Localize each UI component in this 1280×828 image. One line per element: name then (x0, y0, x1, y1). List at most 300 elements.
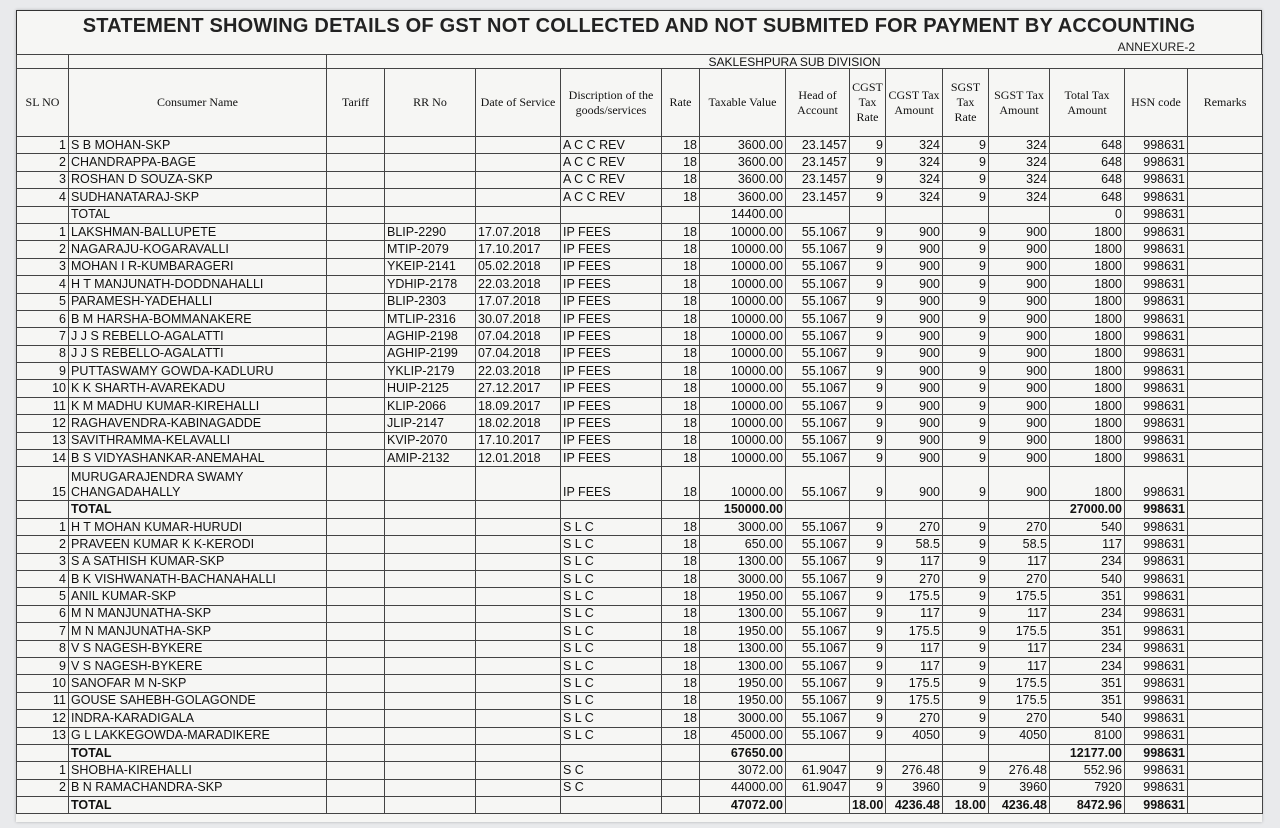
cell-cgst-rate: 9 (850, 657, 886, 674)
cell-tariff (327, 727, 385, 744)
cell-cgst-rate: 9 (850, 380, 886, 397)
cell-sgst-rate: 9 (943, 657, 989, 674)
header-cgst-tax-amount: CGST Tax Amount (886, 69, 943, 137)
cell-tariff (327, 570, 385, 587)
cell-desc: IP FEES (561, 276, 662, 293)
cell-date (476, 797, 561, 814)
cell-sgst-rate: 9 (943, 570, 989, 587)
cell-hsn: 998631 (1125, 206, 1188, 223)
cell-rate: 18 (662, 727, 700, 744)
cell-total-tax: 540 (1050, 518, 1125, 535)
cell-sl: 7 (17, 328, 69, 345)
cell-head: 55.1067 (786, 570, 850, 587)
cell-cgst-amt: 900 (886, 328, 943, 345)
cell-cgst-rate (850, 501, 886, 518)
cell-hsn: 998631 (1125, 154, 1188, 171)
cell-desc: S L C (561, 727, 662, 744)
cell-desc: S L C (561, 588, 662, 605)
table-row (17, 276, 1263, 293)
cell-sgst-rate: 9 (943, 588, 989, 605)
cell-taxable: 3000.00 (700, 570, 786, 587)
cell-head (786, 501, 850, 518)
cell-total-tax: 12177.00 (1050, 744, 1125, 761)
cell-rr (385, 779, 476, 796)
cell-remarks (1188, 345, 1263, 362)
cell-hsn: 998631 (1125, 380, 1188, 397)
cell-rr (385, 206, 476, 223)
cell-name: PARAMESH-YADEHALLI (69, 293, 327, 310)
cell-hsn: 998631 (1125, 640, 1188, 657)
cell-desc: IP FEES (561, 415, 662, 432)
cell-rate: 18 (662, 588, 700, 605)
table-row (17, 467, 1263, 501)
cell-head: 55.1067 (786, 380, 850, 397)
cell-taxable: 3000.00 (700, 518, 786, 535)
table-row (17, 363, 1263, 380)
cell-sgst-rate: 9 (943, 223, 989, 240)
cell-sl: 10 (17, 675, 69, 692)
table-row (17, 137, 1263, 154)
cell-taxable: 1950.00 (700, 588, 786, 605)
cell-date (476, 675, 561, 692)
cell-rr: BLIP-2303 (385, 293, 476, 310)
cell-hsn: 998631 (1125, 675, 1188, 692)
cell-hsn: 998631 (1125, 397, 1188, 414)
cell-rate (662, 762, 700, 779)
cell-cgst-amt: 900 (886, 293, 943, 310)
cell-desc: S L C (561, 536, 662, 553)
cell-rr (385, 605, 476, 622)
cell-cgst-amt: 4050 (886, 727, 943, 744)
cell-head: 55.1067 (786, 536, 850, 553)
cell-name: TOTAL (69, 206, 327, 223)
header-total-tax-amount: Total Tax Amount (1050, 69, 1125, 137)
cell-cgst-rate: 9 (850, 363, 886, 380)
cell-sl: 1 (17, 518, 69, 535)
cell-taxable: 10000.00 (700, 328, 786, 345)
cell-rate: 18 (662, 692, 700, 709)
cell-hsn: 998631 (1125, 779, 1188, 796)
cell-desc: IP FEES (561, 345, 662, 362)
cell-desc: IP FEES (561, 328, 662, 345)
cell-head: 61.9047 (786, 762, 850, 779)
cell-tariff (327, 310, 385, 327)
cell-remarks (1188, 137, 1263, 154)
cell-rr (385, 640, 476, 657)
cell-remarks (1188, 363, 1263, 380)
cell-sl (17, 501, 69, 518)
cell-cgst-amt: 324 (886, 154, 943, 171)
cell-date: 07.04.2018 (476, 345, 561, 362)
cell-sgst-rate: 9 (943, 345, 989, 362)
cell-tariff (327, 137, 385, 154)
cell-desc: S L C (561, 657, 662, 674)
cell-rr (385, 623, 476, 640)
cell-tariff (327, 779, 385, 796)
cell-rate (662, 779, 700, 796)
cell-rate: 18 (662, 223, 700, 240)
cell-total-tax: 552.96 (1050, 762, 1125, 779)
cell-head: 55.1067 (786, 293, 850, 310)
cell-tariff (327, 518, 385, 535)
cell-hsn: 998631 (1125, 710, 1188, 727)
cell-total-tax: 1800 (1050, 293, 1125, 310)
cell-remarks (1188, 328, 1263, 345)
table-row (17, 518, 1263, 535)
cell-cgst-amt: 900 (886, 432, 943, 449)
cell-taxable: 3600.00 (700, 137, 786, 154)
cell-cgst-amt: 900 (886, 258, 943, 275)
cell-sgst-rate: 9 (943, 154, 989, 171)
cell-cgst-amt (886, 206, 943, 223)
cell-desc: IP FEES (561, 258, 662, 275)
cell-sl: 1 (17, 223, 69, 240)
cell-name: V S NAGESH-BYKERE (69, 640, 327, 657)
cell-sgst-rate: 9 (943, 727, 989, 744)
cell-remarks (1188, 570, 1263, 587)
cell-sgst-rate: 9 (943, 779, 989, 796)
cell-sgst-rate: 9 (943, 605, 989, 622)
cell-cgst-rate: 9 (850, 432, 886, 449)
total-row (17, 206, 1263, 223)
cell-total-tax: 1800 (1050, 467, 1125, 501)
sub-division-label: SAKLESHPURA SUB DIVISION (327, 55, 1263, 69)
cell-sgst-amt: 117 (989, 657, 1050, 674)
cell-rate: 18 (662, 415, 700, 432)
cell-sgst-amt: 324 (989, 189, 1050, 206)
cell-cgst-amt (886, 744, 943, 761)
cell-tariff (327, 189, 385, 206)
table-row (17, 171, 1263, 188)
cell-name: PUTTASWAMY GOWDA-KADLURU (69, 363, 327, 380)
cell-sl: 6 (17, 310, 69, 327)
cell-sgst-rate: 9 (943, 328, 989, 345)
cell-sgst-amt: 900 (989, 380, 1050, 397)
cell-taxable: 10000.00 (700, 397, 786, 414)
cell-tariff (327, 623, 385, 640)
cell-cgst-rate: 9 (850, 623, 886, 640)
cell-rr: MTLIP-2316 (385, 310, 476, 327)
cell-name: MOHAN I R-KUMBARAGERI (69, 258, 327, 275)
cell-tariff (327, 258, 385, 275)
cell-desc (561, 501, 662, 518)
table-row (17, 536, 1263, 553)
cell-sgst-rate: 9 (943, 467, 989, 501)
cell-taxable: 10000.00 (700, 310, 786, 327)
table-row (17, 450, 1263, 467)
cell-cgst-rate: 9 (850, 762, 886, 779)
cell-taxable: 10000.00 (700, 223, 786, 240)
cell-rr (385, 553, 476, 570)
table-row (17, 258, 1263, 275)
cell-hsn: 998631 (1125, 223, 1188, 240)
cell-name: SANOFAR M N-SKP (69, 675, 327, 692)
cell-sgst-rate: 9 (943, 137, 989, 154)
cell-cgst-amt: 900 (886, 223, 943, 240)
cell-name: RAGHAVENDRA-KABINAGADDE (69, 415, 327, 432)
cell-rate: 18 (662, 276, 700, 293)
cell-sgst-rate: 9 (943, 432, 989, 449)
cell-head: 55.1067 (786, 675, 850, 692)
cell-cgst-amt (886, 501, 943, 518)
cell-head: 55.1067 (786, 258, 850, 275)
cell-sgst-rate: 9 (943, 293, 989, 310)
cell-total-tax: 0 (1050, 206, 1125, 223)
cell-name: H T MANJUNATH-DODDNAHALLI (69, 276, 327, 293)
cell-hsn: 998631 (1125, 692, 1188, 709)
cell-cgst-rate (850, 744, 886, 761)
cell-name: TOTAL (69, 501, 327, 518)
cell-sgst-amt: 324 (989, 171, 1050, 188)
cell-rr: JLIP-2147 (385, 415, 476, 432)
cell-date: 18.02.2018 (476, 415, 561, 432)
cell-sgst-rate (943, 501, 989, 518)
cell-cgst-amt: 4236.48 (886, 797, 943, 814)
cell-rate: 18 (662, 154, 700, 171)
cell-rr: YKEIP-2141 (385, 258, 476, 275)
cell-desc: IP FEES (561, 241, 662, 258)
cell-hsn: 998631 (1125, 171, 1188, 188)
cell-date (476, 640, 561, 657)
table-row (17, 397, 1263, 414)
cell-desc: S L C (561, 605, 662, 622)
table-row (17, 623, 1263, 640)
cell-cgst-amt: 175.5 (886, 692, 943, 709)
cell-total-tax: 8100 (1050, 727, 1125, 744)
cell-remarks (1188, 797, 1263, 814)
cell-cgst-amt: 900 (886, 467, 943, 501)
cell-rr (385, 692, 476, 709)
cell-sl: 3 (17, 171, 69, 188)
cell-total-tax: 1800 (1050, 276, 1125, 293)
cell-rr (385, 171, 476, 188)
cell-hsn: 998631 (1125, 518, 1188, 535)
cell-date (476, 588, 561, 605)
cell-desc (561, 744, 662, 761)
cell-date (476, 779, 561, 796)
cell-total-tax: 1800 (1050, 258, 1125, 275)
cell-date (476, 744, 561, 761)
cell-hsn: 998631 (1125, 762, 1188, 779)
cell-total-tax: 234 (1050, 605, 1125, 622)
cell-total-tax: 1800 (1050, 345, 1125, 362)
table-row (17, 432, 1263, 449)
table-row (17, 588, 1263, 605)
cell-rate: 18 (662, 432, 700, 449)
cell-sgst-rate: 9 (943, 258, 989, 275)
cell-name: K K SHARTH-AVAREKADU (69, 380, 327, 397)
cell-sl: 1 (17, 137, 69, 154)
cell-taxable: 10000.00 (700, 241, 786, 258)
cell-tariff (327, 171, 385, 188)
cell-desc: IP FEES (561, 467, 662, 501)
cell-sgst-amt: 4050 (989, 727, 1050, 744)
cell-sgst-amt: 900 (989, 258, 1050, 275)
cell-sgst-amt: 276.48 (989, 762, 1050, 779)
cell-rr: MTIP-2079 (385, 241, 476, 258)
cell-rate: 18 (662, 345, 700, 362)
cell-rr (385, 189, 476, 206)
cell-cgst-rate: 9 (850, 727, 886, 744)
cell-sgst-amt: 117 (989, 640, 1050, 657)
cell-cgst-rate: 9 (850, 171, 886, 188)
cell-head: 23.1457 (786, 189, 850, 206)
statement-sheet (16, 10, 1262, 822)
cell-name: ANIL KUMAR-SKP (69, 588, 327, 605)
cell-rate: 18 (662, 467, 700, 501)
cell-cgst-amt: 270 (886, 570, 943, 587)
cell-sl: 14 (17, 450, 69, 467)
cell-cgst-rate: 9 (850, 553, 886, 570)
cell-rate (662, 501, 700, 518)
cell-cgst-amt: 276.48 (886, 762, 943, 779)
cell-tariff (327, 744, 385, 761)
cell-tariff (327, 154, 385, 171)
cell-date (476, 710, 561, 727)
cell-total-tax: 7920 (1050, 779, 1125, 796)
cell-name: V S NAGESH-BYKERE (69, 657, 327, 674)
cell-cgst-rate: 9 (850, 536, 886, 553)
cell-remarks (1188, 380, 1263, 397)
cell-taxable: 14400.00 (700, 206, 786, 223)
cell-tariff (327, 553, 385, 570)
cell-tariff (327, 536, 385, 553)
cell-sl (17, 744, 69, 761)
cell-head: 55.1067 (786, 310, 850, 327)
cell-date (476, 189, 561, 206)
cell-rr (385, 588, 476, 605)
cell-hsn: 998631 (1125, 310, 1188, 327)
cell-total-tax: 351 (1050, 623, 1125, 640)
cell-name: B K VISHWANATH-BACHANAHALLI (69, 570, 327, 587)
cell-date (476, 518, 561, 535)
cell-date (476, 206, 561, 223)
cell-cgst-rate: 9 (850, 605, 886, 622)
cell-head: 55.1067 (786, 605, 850, 622)
cell-sgst-amt: 175.5 (989, 692, 1050, 709)
cell-sl: 9 (17, 657, 69, 674)
cell-total-tax: 234 (1050, 640, 1125, 657)
cell-cgst-rate: 9 (850, 570, 886, 587)
cell-sl: 4 (17, 570, 69, 587)
cell-name: B N RAMACHANDRA-SKP (69, 779, 327, 796)
cell-sgst-amt: 58.5 (989, 536, 1050, 553)
cell-hsn: 998631 (1125, 189, 1188, 206)
cell-remarks (1188, 501, 1263, 518)
cell-sl: 3 (17, 258, 69, 275)
cell-total-tax: 1800 (1050, 397, 1125, 414)
cell-head: 55.1067 (786, 223, 850, 240)
table-row (17, 640, 1263, 657)
cell-cgst-amt: 900 (886, 380, 943, 397)
cell-remarks (1188, 276, 1263, 293)
cell-sgst-amt (989, 206, 1050, 223)
cell-cgst-rate: 9 (850, 692, 886, 709)
cell-hsn: 998631 (1125, 137, 1188, 154)
cell-sgst-amt: 175.5 (989, 588, 1050, 605)
cell-rate: 18 (662, 397, 700, 414)
cell-sl: 6 (17, 605, 69, 622)
cell-remarks (1188, 605, 1263, 622)
cell-sgst-amt (989, 744, 1050, 761)
cell-sgst-rate: 9 (943, 762, 989, 779)
cell-sgst-amt: 900 (989, 432, 1050, 449)
cell-rate: 18 (662, 710, 700, 727)
cell-remarks (1188, 675, 1263, 692)
cell-cgst-rate: 9 (850, 710, 886, 727)
cell-remarks (1188, 206, 1263, 223)
cell-rate: 18 (662, 189, 700, 206)
cell-tariff (327, 363, 385, 380)
cell-name: TOTAL (69, 797, 327, 814)
cell-name: K M MADHU KUMAR-KIREHALLI (69, 397, 327, 414)
cell-cgst-rate: 9 (850, 675, 886, 692)
cell-date (476, 501, 561, 518)
total-row (17, 744, 1263, 761)
cell-head (786, 797, 850, 814)
cell-cgst-amt: 900 (886, 363, 943, 380)
cell-rate: 18 (662, 328, 700, 345)
table-row (17, 675, 1263, 692)
cell-hsn: 998631 (1125, 588, 1188, 605)
cell-cgst-rate: 9 (850, 588, 886, 605)
cell-rate: 18 (662, 553, 700, 570)
cell-cgst-rate: 9 (850, 345, 886, 362)
cell-desc: S L C (561, 570, 662, 587)
cell-rate (662, 797, 700, 814)
cell-taxable: 1950.00 (700, 692, 786, 709)
cell-date (476, 623, 561, 640)
cell-rate: 18 (662, 258, 700, 275)
cell-hsn: 998631 (1125, 450, 1188, 467)
cell-name: S A SATHISH KUMAR-SKP (69, 553, 327, 570)
cell-date (476, 570, 561, 587)
total-row (17, 797, 1263, 814)
cell-sl: 9 (17, 363, 69, 380)
cell-tariff (327, 797, 385, 814)
cell-sl: 3 (17, 553, 69, 570)
cell-hsn: 998631 (1125, 553, 1188, 570)
cell-cgst-rate: 9 (850, 640, 886, 657)
header-sgst-tax-amount: SGST Tax Amount (989, 69, 1050, 137)
cell-tariff (327, 762, 385, 779)
cell-cgst-amt: 175.5 (886, 623, 943, 640)
cell-head: 23.1457 (786, 171, 850, 188)
cell-remarks (1188, 415, 1263, 432)
cell-hsn: 998631 (1125, 345, 1188, 362)
cell-cgst-amt: 900 (886, 450, 943, 467)
cell-sgst-amt: 4236.48 (989, 797, 1050, 814)
table-row (17, 241, 1263, 258)
table-row (17, 762, 1263, 779)
cell-cgst-rate (850, 206, 886, 223)
total-row (17, 501, 1263, 518)
cell-sgst-amt: 117 (989, 553, 1050, 570)
cell-date (476, 553, 561, 570)
cell-cgst-rate: 9 (850, 189, 886, 206)
cell-taxable: 10000.00 (700, 345, 786, 362)
cell-remarks (1188, 310, 1263, 327)
cell-sl: 12 (17, 710, 69, 727)
cell-taxable: 1950.00 (700, 623, 786, 640)
cell-taxable: 3600.00 (700, 171, 786, 188)
cell-tariff (327, 692, 385, 709)
cell-taxable: 1300.00 (700, 640, 786, 657)
cell-tariff (327, 276, 385, 293)
cell-total-tax: 117 (1050, 536, 1125, 553)
cell-sl: 4 (17, 276, 69, 293)
cell-hsn: 998631 (1125, 363, 1188, 380)
